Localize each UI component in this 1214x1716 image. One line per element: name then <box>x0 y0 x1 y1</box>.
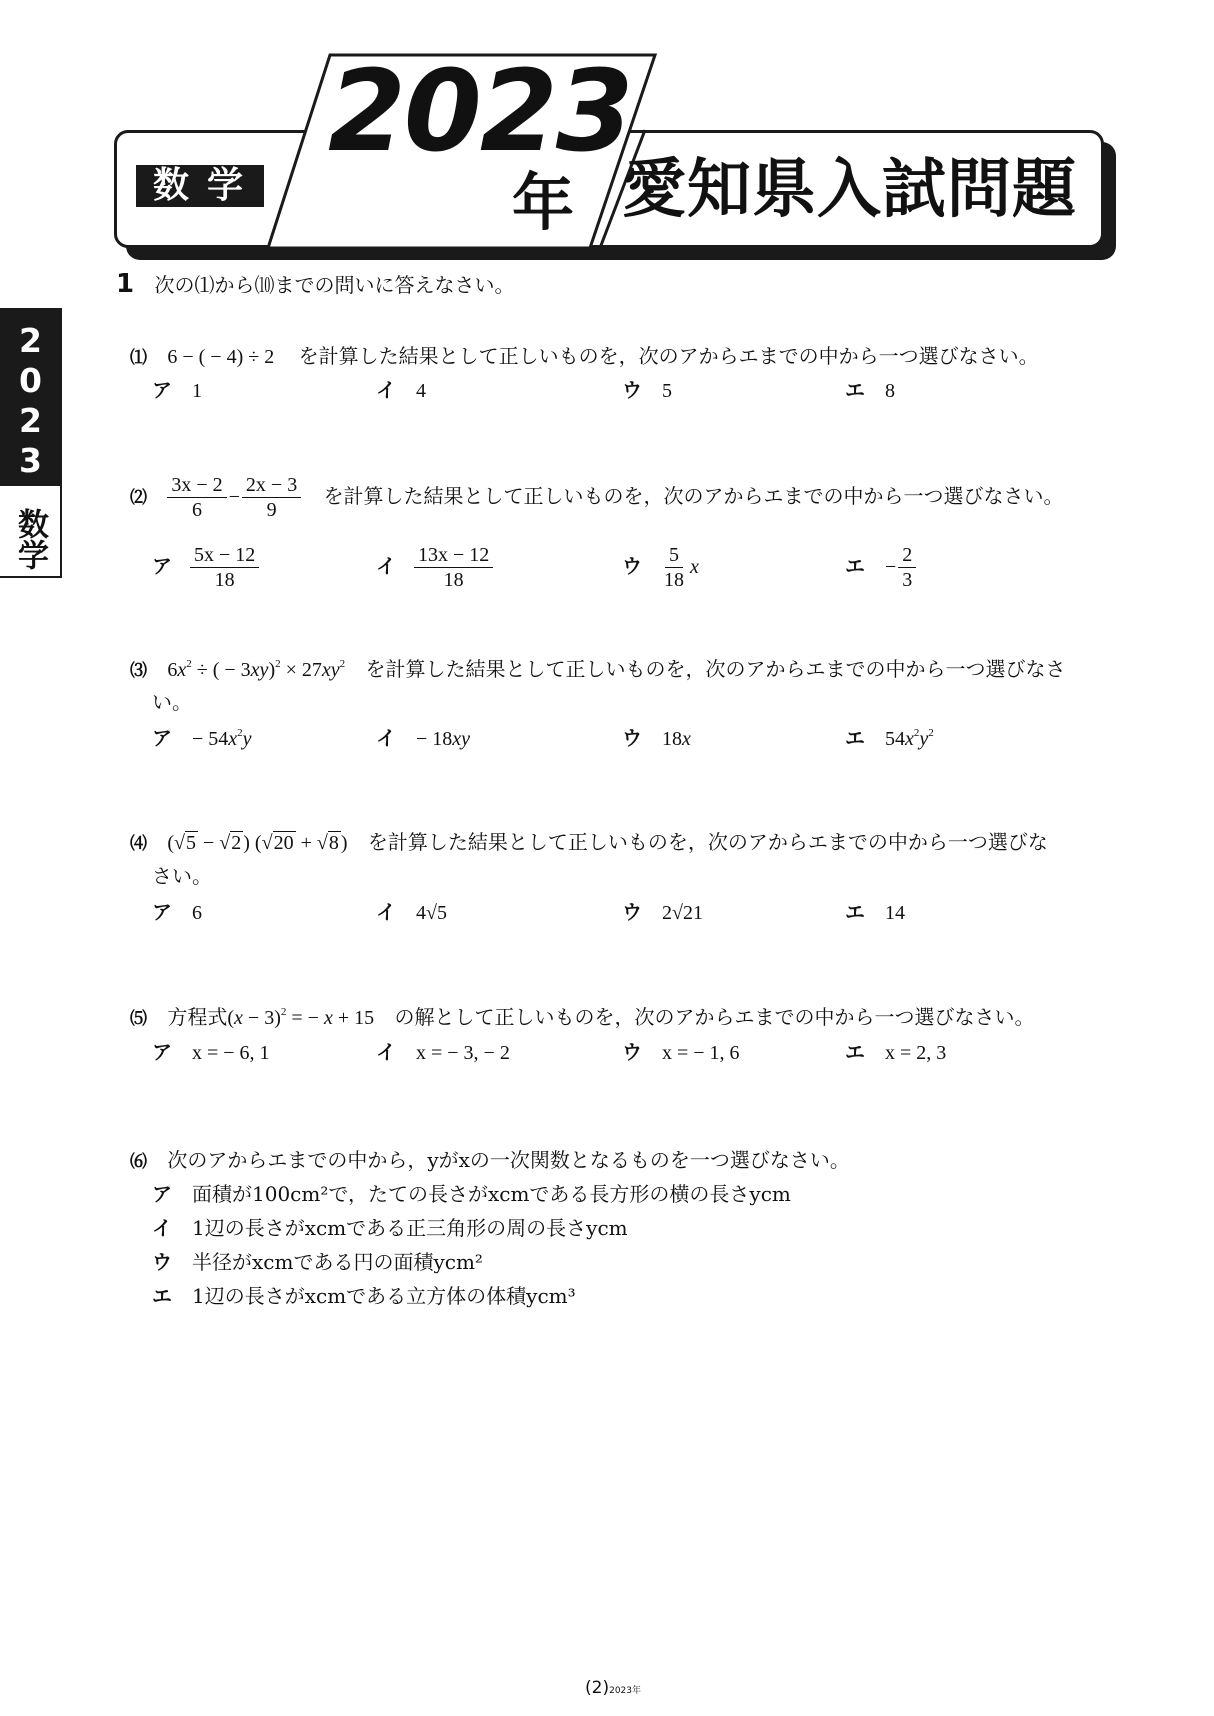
option-label: エ <box>845 554 865 578</box>
q5-prefix: 方程式 <box>167 1005 228 1029</box>
option-value: x = 2, 3 <box>885 1042 947 1064</box>
q6-number: ⑹ <box>130 1152 147 1172</box>
q4-option-u <box>622 898 703 927</box>
q4-option-e <box>845 898 905 927</box>
option-value: x = − 1, 6 <box>662 1042 740 1064</box>
q6-instruction: 次のアからエまでの中から，yがxの一次関数となるものを一つ選びなさい。 <box>167 1148 850 1172</box>
option-label: エ <box>845 900 865 924</box>
q5-equation: $(x - 3)^2$ = − x + 15 <box>227 1006 375 1029</box>
q6-option-a <box>152 1180 791 1208</box>
q2-fraction-1 <box>167 473 226 522</box>
option-fraction <box>414 543 493 592</box>
denominator: 18 <box>214 569 235 591</box>
option-label: イ <box>376 726 396 750</box>
numerator: 3x − 2 <box>167 473 226 498</box>
denominator: 6 <box>192 499 202 521</box>
q6-option-u <box>152 1248 483 1276</box>
q3-expression: $6x^2$ ÷ ( − $3xy)^2 \times 27xy^2$ <box>167 658 346 681</box>
numerator: 5 <box>665 543 683 568</box>
option-value: x = − 3, − 2 <box>416 1042 510 1064</box>
q6-option-e <box>152 1282 576 1310</box>
option-label: ウ <box>622 900 642 924</box>
option-value: 8 <box>885 380 895 402</box>
option-value: 4 <box>416 380 426 402</box>
q5-instruction: の解として正しいものを，次のアからエまでの中から一つ選びなさい。 <box>394 1005 1035 1029</box>
q5-option-e <box>845 1038 946 1067</box>
q3-instruction: を計算した結果として正しいものを，次のアからエまでの中から一つ選びなさ <box>365 657 1066 681</box>
option-label: エ <box>845 1040 865 1064</box>
q1-option-i <box>376 376 426 405</box>
option-value: 面積が100cm²で，たての長さがxcmである長方形の横の長さycm <box>192 1182 791 1206</box>
q1-stem <box>130 342 1039 372</box>
option-label: イ <box>376 554 396 578</box>
section-header <box>116 270 514 299</box>
q4-number: ⑷ <box>130 834 147 854</box>
option-label: イ <box>376 900 396 924</box>
page-number <box>585 1678 641 1698</box>
q2-option-u: ウ $\frac{5}{18}$ x <box>622 540 699 593</box>
option-label: エ <box>152 1284 172 1308</box>
q4-option-i <box>376 898 447 927</box>
denominator: 9 <box>266 499 277 521</box>
q1-expression: 6 − ( − 4) ÷ 2 <box>167 346 275 368</box>
q2-number: ⑵ <box>130 488 147 508</box>
option-label: ア <box>152 726 172 750</box>
option-value: 4√5 <box>416 902 447 924</box>
option-label: ア <box>152 1182 172 1206</box>
option-label: イ <box>376 378 396 402</box>
option-label: ア <box>152 900 172 924</box>
q3-instruction-cont: い。 <box>152 690 192 714</box>
exam-title: 愛知県入試問題 <box>622 153 1077 227</box>
page-number-value: (2) <box>585 1678 610 1698</box>
denominator: 3 <box>902 569 913 591</box>
numerator: 2 <box>898 543 916 568</box>
q6-stem <box>130 1146 850 1176</box>
q1-number: ⑴ <box>130 348 147 368</box>
denominator: 18 <box>664 569 684 591</box>
q2-stem <box>130 470 1064 524</box>
option-value: 半径がxcmである円の面積ycm² <box>192 1250 483 1274</box>
option-label: イ <box>376 1040 396 1064</box>
option-value: x = − 6, 1 <box>192 1042 270 1064</box>
page-number-year: 2023年 <box>609 1686 641 1696</box>
section-instruction: 次の⑴から⑽までの問いに答えなさい。 <box>154 273 515 297</box>
option-value: 14 <box>885 902 905 924</box>
q3-option-u: ウ 18x <box>622 726 691 750</box>
option-value: 6 <box>192 902 202 924</box>
numerator: 5x − 12 <box>190 543 259 568</box>
option-value: 5 <box>662 380 672 402</box>
section-number: 1 <box>116 269 135 299</box>
q3-number: ⑶ <box>130 661 147 681</box>
option-label: ア <box>152 378 172 402</box>
q3-option-a: ア − $54x^2y$ <box>152 726 252 750</box>
q3-option-i: イ − 18xy <box>376 726 471 750</box>
side-tab-year: 2023 <box>0 310 60 486</box>
numerator: 2x − 3 <box>242 473 301 498</box>
minus-sign: − <box>228 486 240 508</box>
option-label: エ <box>845 726 865 750</box>
q4-stem <box>130 828 1048 858</box>
q1-instruction: を計算した結果として正しいものを，次のアからエまでの中から一つ選びなさい。 <box>298 344 1039 368</box>
option-value: 1辺の長さがxcmである立方体の体積ycm³ <box>192 1284 576 1308</box>
option-label: ウ <box>622 378 642 402</box>
option-label: ア <box>152 1040 172 1064</box>
q2-instruction: を計算した結果として正しいものを，次のアからエまでの中から一つ選びなさい。 <box>323 484 1064 508</box>
option-label: ウ <box>152 1250 172 1274</box>
q5-option-i <box>376 1038 510 1067</box>
q4-expression: (√5 − √2 ) (√20 + √8 ) <box>167 832 348 854</box>
q4-instruction-cont: さい。 <box>152 864 212 888</box>
option-value: 1辺の長さがxcmである正三角形の周の長さycm <box>192 1216 628 1240</box>
q5-number: ⑸ <box>130 1009 147 1029</box>
q1-option-e <box>845 376 895 405</box>
option-label: ア <box>152 554 172 578</box>
denominator: 18 <box>443 569 464 591</box>
banner-nen: 年 <box>512 166 575 239</box>
side-tab-subject: 数学 <box>12 508 48 570</box>
option-fraction <box>660 543 688 592</box>
option-label: ウ <box>622 1040 642 1064</box>
option-label: イ <box>152 1216 172 1240</box>
q5-option-a <box>152 1038 270 1067</box>
subject-tag: 数学 <box>136 165 264 207</box>
q3-option-e: エ $54x^2y^2$ <box>845 726 934 750</box>
option-value: 2√21 <box>662 902 703 924</box>
numerator: 13x − 12 <box>414 543 493 568</box>
q2-option-i <box>376 540 495 592</box>
q2-option-e: エ − $\frac{2}{3}$ <box>845 540 918 593</box>
option-label: エ <box>845 378 865 402</box>
q6-option-i <box>152 1214 628 1242</box>
option-label: ウ <box>622 554 642 578</box>
q2-fraction-2 <box>242 473 301 522</box>
option-fraction <box>898 543 916 592</box>
q1-option-a <box>152 376 202 405</box>
q3-stem <box>130 655 1066 685</box>
side-tab <box>0 308 62 578</box>
option-fraction <box>190 543 259 592</box>
option-value: 1 <box>192 380 202 402</box>
q1-option-u <box>622 376 672 405</box>
q4-option-a <box>152 898 202 927</box>
q4-instruction: を計算した結果として正しいものを，次のアからエまでの中から一つ選びな <box>367 830 1048 854</box>
q5-option-u <box>622 1038 740 1067</box>
q5-stem <box>130 1003 1034 1033</box>
option-label: ウ <box>622 726 642 750</box>
q2-option-a <box>152 540 261 592</box>
banner-year: 2023 <box>328 47 632 177</box>
